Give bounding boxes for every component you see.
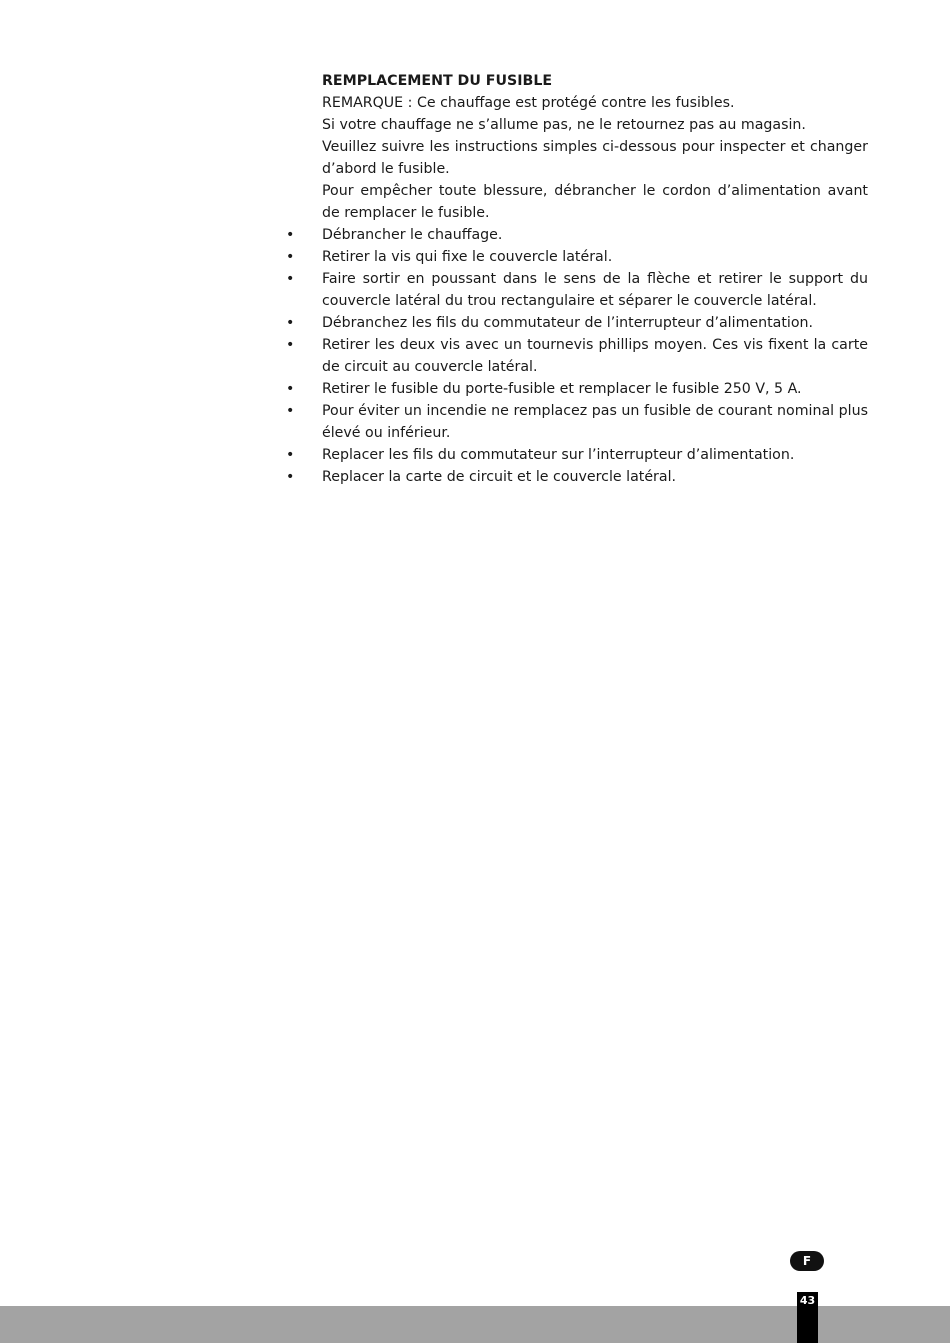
instructions-paragraph: Veuillez suivre les instructions simples ci-dessous pour inspecter et changer d’abord le fusible. — [322, 139, 868, 177]
step-text: Retirer la vis qui fixe le couvercle latéral. — [322, 249, 613, 265]
section-heading: REMPLACEMENT DU FUSIBLE — [322, 73, 553, 89]
bullet-icon: • — [286, 381, 295, 397]
step-text: Retirer le fusible du porte-fusible et remplacer le fusible 250 V, 5 A. — [322, 381, 802, 397]
list-item — [286, 444, 868, 466]
step-text: Débrancher le chauffage. — [322, 227, 503, 243]
step-text: Replacer la carte de circuit et le couvercle latéral. — [322, 469, 677, 485]
bullet-icon: • — [286, 271, 295, 287]
list-item — [286, 312, 868, 334]
bullet-icon: • — [286, 315, 295, 331]
list-item — [286, 400, 868, 444]
list-item — [286, 466, 868, 488]
step-text: Débranchez les fils du commutateur de l’interrupteur d’alimentation. — [322, 315, 814, 331]
document-body — [286, 70, 868, 488]
page-number: 43 — [799, 1294, 816, 1307]
return-paragraph: Si votre chauffage ne s’allume pas, ne le retournez pas au magasin. — [322, 117, 806, 133]
step-text: Faire sortir en poussant dans le sens de la flèche et retirer le support du couvercle latéral du trou rectangulaire et séparer le couvercle latéral. — [322, 271, 868, 309]
list-item — [286, 378, 868, 400]
step-text: Replacer les fils du commutateur sur l’interrupteur d’alimentation. — [322, 447, 795, 463]
page-number-tab — [797, 1292, 818, 1343]
bullet-icon: • — [286, 403, 295, 419]
list-item — [286, 224, 868, 246]
steps-list — [286, 224, 868, 488]
bullet-icon: • — [286, 469, 295, 485]
list-item — [286, 268, 868, 312]
list-item — [286, 334, 868, 378]
language-badge: F — [790, 1251, 824, 1271]
bullet-icon: • — [286, 227, 295, 243]
bullet-icon: • — [286, 447, 295, 463]
list-item — [286, 246, 868, 268]
bullet-icon: • — [286, 249, 295, 265]
step-text: Retirer les deux vis avec un tournevis phillips moyen. Ces vis fixent la carte de circuit au couvercle latéral. — [322, 337, 868, 375]
step-text: Pour éviter un incendie ne remplacez pas un fusible de courant nominal plus élevé ou inférieur. — [322, 403, 868, 441]
safety-paragraph: Pour empêcher toute blessure, débrancher le cordon d’alimentation avant de remplacer le fusible. — [322, 183, 868, 221]
bullet-icon: • — [286, 337, 295, 353]
remark-paragraph: REMARQUE : Ce chauffage est protégé contre les fusibles. — [322, 95, 735, 111]
